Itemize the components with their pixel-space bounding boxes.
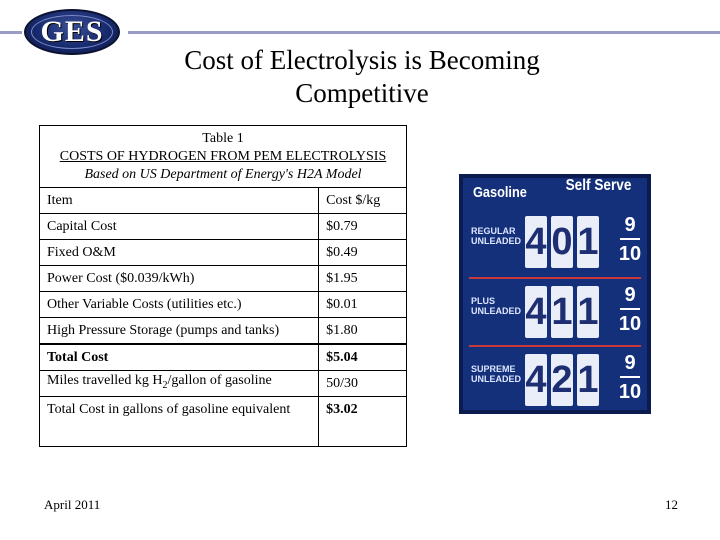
column-header-cost: Cost $/kg [319,188,407,214]
slide-title [120,44,604,110]
sign-separator [469,277,641,279]
sign-fraction [617,214,643,270]
page-number: 12 [665,497,678,512]
table-row [40,266,407,292]
gallon-equivalent-cost: $3.02 [319,397,407,447]
miles-row [40,371,407,397]
sign-digit: 4 [525,354,547,406]
fraction-bar [620,376,640,378]
sign-grade-label: SUPREME UNLEADED [471,364,522,384]
row-cost: $1.95 [319,266,407,292]
total-cost: $5.04 [319,344,407,371]
slide-title-line1: Cost of Electrolysis is Becoming [184,45,540,75]
gallon-equivalent-row [40,397,407,447]
sign-price-row [459,212,651,272]
sign-self-serve-label: Self Serve [565,177,631,194]
row-cost: $0.79 [319,214,407,240]
miles-label-text: Miles travelled kg H [47,373,163,389]
total-row [40,344,407,371]
sign-price-row [459,350,651,410]
fraction-denominator: 10 [618,243,642,265]
total-label: Total Cost [40,344,319,371]
fraction-denominator: 10 [618,381,642,403]
miles-label [40,371,319,397]
logo-text: GES [40,15,104,48]
fraction-numerator: 9 [624,214,636,236]
table-number: Table 1 [202,131,244,146]
sign-digit: 2 [551,354,573,406]
sign-digit: 0 [551,216,573,268]
table-row [40,318,407,345]
row-cost: $0.49 [319,240,407,266]
miles-label-subscript: 2 [162,379,168,391]
table-header-row [40,188,407,214]
sign-fraction [617,352,643,408]
sign-digit: 1 [577,354,599,406]
sign-separator [469,345,641,347]
table-caption-row [40,126,407,188]
row-item: Capital Cost [40,214,319,240]
row-cost: $1.80 [319,318,407,345]
sign-grade-label: REGULAR UNLEADED [471,226,522,246]
fraction-bar [620,308,640,310]
row-item: Fixed O&M [40,240,319,266]
table-subtitle: Based on US Department of Energy's H2A Model [84,167,362,182]
fraction-bar [620,238,640,240]
table-caption [40,126,407,188]
miles-label-text-end: /gallon of gasoline [167,373,272,389]
table-row [40,292,407,318]
ges-logo [24,9,120,55]
sign-digit: 1 [577,216,599,268]
fraction-numerator: 9 [624,352,636,374]
sign-fraction [617,284,643,340]
sign-digit: 1 [577,286,599,338]
sign-digit: 4 [525,286,547,338]
fraction-numerator: 9 [624,284,636,306]
table-row [40,214,407,240]
miles-value: 50/30 [319,371,407,397]
row-cost: $0.01 [319,292,407,318]
sign-price-row [459,282,651,342]
sign-digit: 4 [525,216,547,268]
cost-table [39,125,407,447]
row-item: High Pressure Storage (pumps and tanks) [40,318,319,345]
fraction-denominator: 10 [618,313,642,335]
header-rule-left [0,31,22,34]
header-rule-right [128,31,720,34]
sign-digit: 1 [551,286,573,338]
slide-title-line2: Competitive [295,78,429,108]
gas-price-sign-photo [459,174,651,414]
sign-grade-label: PLUS UNLEADED [471,296,522,316]
row-item: Other Variable Costs (utilities etc.) [40,292,319,318]
gallon-equivalent-label: Total Cost in gallons of gasoline equivalent [40,397,319,447]
row-item: Power Cost ($0.039/kWh) [40,266,319,292]
column-header-item: Item [40,188,319,214]
sign-gasoline-label: Gasoline [473,184,527,201]
footer-date: April 2011 [44,497,101,512]
table-title: COSTS OF HYDROGEN FROM PEM ELECTROLYSIS [59,149,387,164]
table-row [40,240,407,266]
